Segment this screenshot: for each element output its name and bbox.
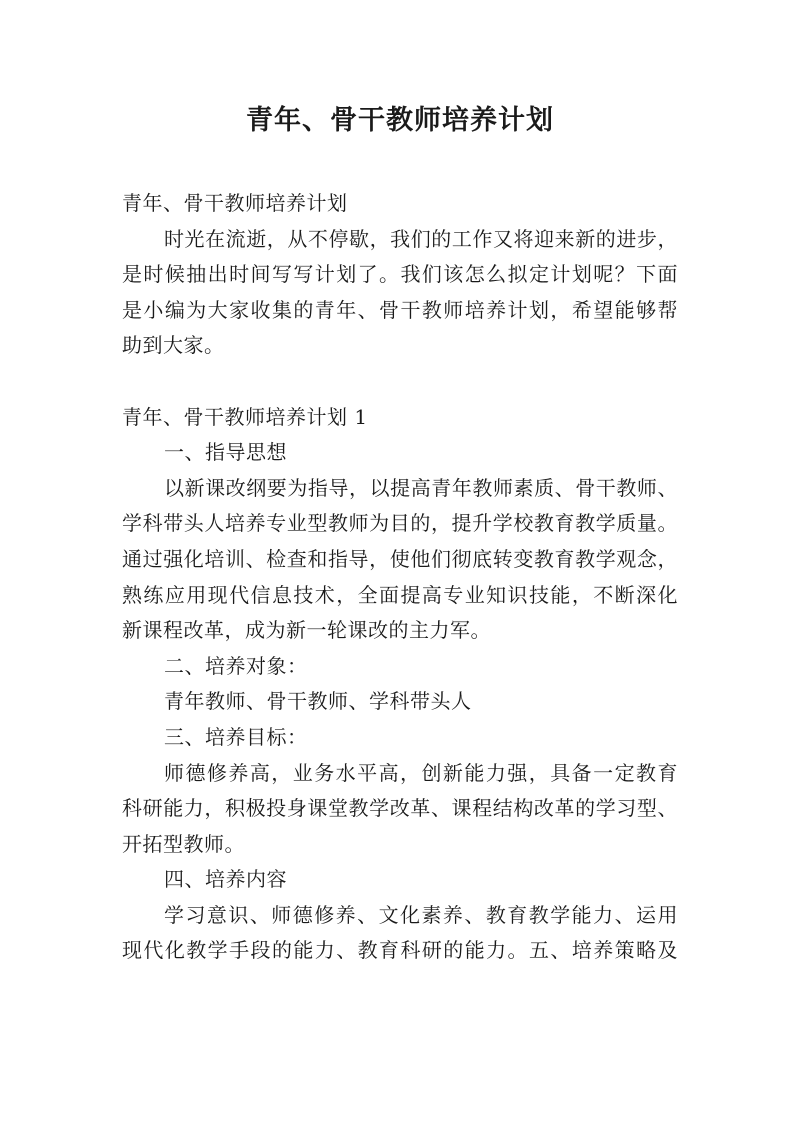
guiding-ideology-line: 通过强化培训、检查和指导，使他们彻底转变教育教学观念，: [122, 546, 678, 571]
guiding-ideology-line: 新课程改革，成为新一轮课改的主力军。: [122, 618, 491, 643]
guiding-ideology-line: 熟练应用现代信息技术，全面提高专业知识技能，不断深化: [122, 582, 678, 607]
intro-paragraph-line: 时光在流逝，从不停歇，我们的工作又将迎来新的进步，: [164, 226, 678, 251]
training-goals-line: 师德修养高，业务水平高，创新能力强，具备一定教育: [164, 760, 678, 785]
training-goals-line: 科研能力，积极投身课堂教学改革、课程结构改革的学习型、: [122, 796, 678, 821]
section-heading-training-content: 四、培养内容: [164, 867, 287, 892]
guiding-ideology-line: 以新课改纲要为指导，以提高青年教师素质、骨干教师、: [164, 475, 678, 500]
training-content-line: 学习意识、师德修养、文化素养、教育教学能力、运用: [164, 902, 678, 927]
guiding-ideology-line: 学科带头人培养专业型教师为目的，提升学校教育教学质量。: [122, 511, 678, 536]
intro-paragraph-line: 助到大家。: [122, 333, 225, 358]
paragraph-gap: [122, 364, 678, 400]
training-content-line: 现代化教学手段的能力、教育科研的能力。五、培养策略及: [122, 938, 678, 963]
intro-heading: 青年、骨干教师培养计划: [122, 191, 348, 215]
document-body: [122, 186, 678, 969]
document-title: 青年、骨干教师培养计划: [246, 105, 554, 136]
intro-paragraph-line: 是小编为大家收集的青年、骨干教师培养计划，希望能够帮: [122, 297, 678, 322]
section-heading-guiding-ideology: 一、指导思想: [164, 440, 287, 465]
training-goals-line: 开拓型教师。: [122, 831, 245, 856]
plan-1-heading: 青年、骨干教师培养计划 1: [122, 404, 368, 429]
intro-paragraph-line: 是时候抽出时间写写计划了。我们该怎么拟定计划呢？下面: [122, 262, 678, 287]
section-heading-training-targets: 二、培养对象：: [164, 653, 308, 678]
section-heading-training-goals: 三、培养目标：: [164, 724, 308, 749]
training-targets-line: 青年教师、骨干教师、学科带头人: [164, 689, 472, 714]
